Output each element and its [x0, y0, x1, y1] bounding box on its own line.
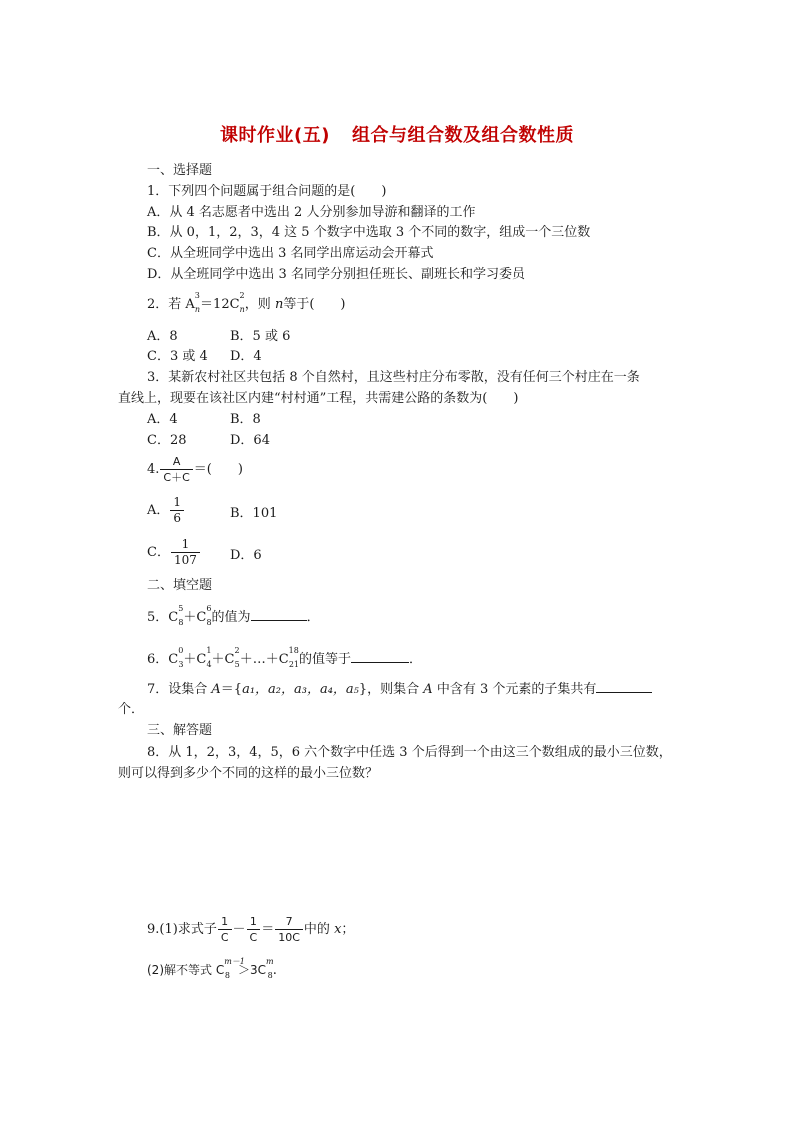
section-heading-choice: 一、选择题	[147, 163, 213, 178]
q8-line2: 则可以得到多少个不同的这样的最小三位数？	[118, 766, 379, 781]
q6-stem: 6．$C^0_3+C^1_4+C^2_5+\dots+C^{18}_{21}$的值等于 ．	[147, 646, 423, 669]
q4-option-c: C． $\frac{1}{107}$	[147, 537, 201, 568]
q1-option-c: C．从全班同学中选出 3 名同学出席运动会开幕式	[147, 246, 434, 261]
page-title	[0, 121, 794, 147]
q1-option-a: A．从 4 名志愿者中选出 2 人分别参加导游和翻译的工作	[147, 205, 476, 220]
q1-stem: 1．下列四个问题属于组合问题的是( )	[147, 184, 387, 199]
q3-option-d: D．64	[230, 433, 270, 448]
q4-fraction: $\frac{A}{C+C}$	[160, 454, 192, 485]
section-heading-fill: 二、填空题	[147, 578, 213, 593]
q7-answer-blank[interactable]	[596, 680, 652, 693]
title-part1: 课时作业(五)	[220, 125, 330, 146]
q5-answer-blank[interactable]	[251, 608, 307, 621]
q7-stem: 7．设集合 A＝{a₁，a₂，a₃，a₄，a₅}，则集合 A 中含有 3 个元素的子集共有	[147, 680, 652, 698]
q3-option-b: B．8	[230, 412, 261, 427]
q7-line2: 个．	[118, 702, 145, 717]
q4-stem: 4. $\frac{A}{C+C}$ ＝( )	[147, 455, 243, 484]
q2-option-b: B．5 或 6	[230, 329, 291, 344]
title-part2: 组合与组合数及组合数性质	[351, 125, 574, 146]
section-heading-solve: 三、解答题	[147, 723, 213, 738]
q8-line1: 8．从 1，2，3，4，5，6 六个数字中任选 3 个后得到一个由这三个数组成的最小三位数，	[147, 745, 672, 760]
q3-line1: 3．某新农村社区共包括 8 个自然村，且这些村庄分布零散，没有任何三个村庄在一条	[147, 370, 640, 385]
q9-part2: (2)解不等式 $C^{m-1}_8 >3C^m_8$.	[147, 957, 277, 980]
q4-option-a: A． $\frac{1}{6}$	[147, 495, 185, 526]
q5-stem: 5．$C^5_8+C^6_8$的值为 ．	[147, 604, 320, 627]
q3-option-a: A．4	[147, 412, 178, 427]
q6-answer-blank[interactable]	[351, 650, 409, 663]
q4-option-d: D．6	[230, 548, 262, 563]
q3-option-c: C．28	[147, 433, 187, 448]
q3-line2: 直线上，现要在该社区内建“村村通”工程，共需建公路的条数为( )	[118, 391, 519, 406]
q2-option-d: D．4	[230, 349, 262, 364]
q2-option-a: A．8	[147, 329, 178, 344]
q1-option-b: B．从 0，1，2，3，4 这 5 个数字中选取 3 个不同的数字，组成一个三位数	[147, 225, 591, 240]
q9-part1: 9.(1)求式子 $\frac{1}{C}$ － $\frac{1}{C}$ ＝ $\frac{7}{10C}$ 中的 x；	[147, 915, 355, 944]
q4-option-b: B．101	[230, 506, 278, 521]
q1-option-d: D．从全班同学中选出 3 名同学分别担任班长、副班长和学习委员	[147, 267, 525, 282]
q2-stem: 2．若 $A^3_n=12C^2_n$，则 n等于( )	[147, 291, 346, 314]
q2-option-c: C．3 或 4	[147, 349, 208, 364]
